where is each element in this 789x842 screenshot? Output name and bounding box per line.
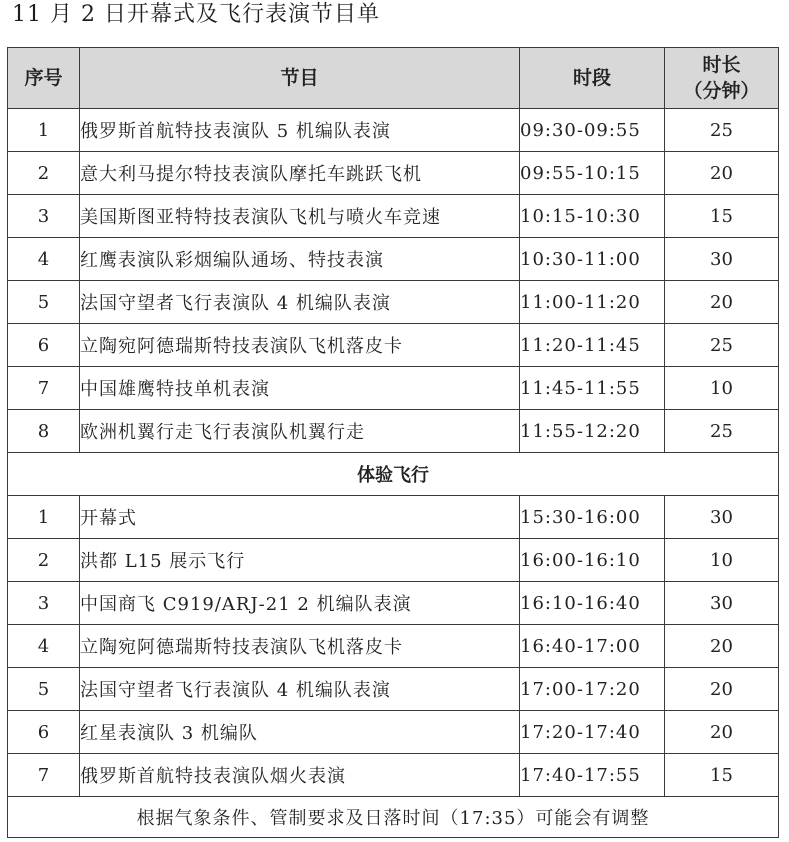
row-number: 7 bbox=[8, 754, 80, 797]
row-program: 意大利马提尔特技表演队摩托车跳跃飞机 bbox=[80, 152, 520, 195]
row-duration: 15 bbox=[665, 754, 779, 797]
header-program: 节目 bbox=[80, 48, 520, 109]
morning-schedule bbox=[8, 109, 779, 453]
header-row bbox=[8, 48, 779, 109]
afternoon-schedule bbox=[8, 496, 779, 797]
row-time-slot: 16:40-17:00 bbox=[520, 625, 665, 668]
row-number: 8 bbox=[8, 410, 80, 453]
header-duration-line1: 时长 bbox=[702, 54, 741, 76]
row-duration: 30 bbox=[665, 238, 779, 281]
table-row bbox=[8, 367, 779, 410]
table-row bbox=[8, 754, 779, 797]
row-program: 欧洲机翼行走飞行表演队机翼行走 bbox=[80, 410, 520, 453]
row-number: 5 bbox=[8, 668, 80, 711]
section-title: 体验飞行 bbox=[8, 453, 779, 496]
table-row bbox=[8, 496, 779, 539]
footnote-section bbox=[8, 797, 779, 838]
row-program: 中国商飞 C919/ARJ-21 2 机编队表演 bbox=[80, 582, 520, 625]
table-row bbox=[8, 582, 779, 625]
schedule-table bbox=[7, 47, 779, 838]
footnote-row bbox=[8, 797, 779, 838]
header-duration-line2: （分钟） bbox=[683, 80, 760, 102]
row-program: 红星表演队 3 机编队 bbox=[80, 711, 520, 754]
row-program: 立陶宛阿德瑞斯特技表演队飞机落皮卡 bbox=[80, 625, 520, 668]
row-number: 4 bbox=[8, 238, 80, 281]
row-duration: 30 bbox=[665, 582, 779, 625]
table-row bbox=[8, 711, 779, 754]
row-duration: 20 bbox=[665, 152, 779, 195]
header-duration bbox=[665, 48, 779, 109]
table-row bbox=[8, 668, 779, 711]
row-number: 3 bbox=[8, 195, 80, 238]
row-program: 俄罗斯首航特技表演队烟火表演 bbox=[80, 754, 520, 797]
row-time-slot: 10:30-11:00 bbox=[520, 238, 665, 281]
row-time-slot: 11:20-11:45 bbox=[520, 324, 665, 367]
row-program: 俄罗斯首航特技表演队 5 机编队表演 bbox=[80, 109, 520, 152]
footnote: 根据气象条件、管制要求及日落时间（17:35）可能会有调整 bbox=[8, 797, 779, 838]
table-row bbox=[8, 281, 779, 324]
row-time-slot: 09:55-10:15 bbox=[520, 152, 665, 195]
row-time-slot: 11:00-11:20 bbox=[520, 281, 665, 324]
row-number: 3 bbox=[8, 582, 80, 625]
row-time-slot: 09:30-09:55 bbox=[520, 109, 665, 152]
row-program: 红鹰表演队彩烟编队通场、特技表演 bbox=[80, 238, 520, 281]
row-time-slot: 17:20-17:40 bbox=[520, 711, 665, 754]
row-program: 法国守望者飞行表演队 4 机编队表演 bbox=[80, 668, 520, 711]
row-program: 开幕式 bbox=[80, 496, 520, 539]
header-time-slot: 时段 bbox=[520, 48, 665, 109]
table-row bbox=[8, 109, 779, 152]
row-duration: 25 bbox=[665, 324, 779, 367]
row-time-slot: 17:40-17:55 bbox=[520, 754, 665, 797]
row-number: 1 bbox=[8, 496, 80, 539]
row-program: 美国斯图亚特特技表演队飞机与喷火车竞速 bbox=[80, 195, 520, 238]
row-number: 2 bbox=[8, 539, 80, 582]
row-number: 4 bbox=[8, 625, 80, 668]
row-number: 6 bbox=[8, 711, 80, 754]
row-duration: 20 bbox=[665, 281, 779, 324]
row-duration: 10 bbox=[665, 539, 779, 582]
table-row bbox=[8, 410, 779, 453]
row-duration: 15 bbox=[665, 195, 779, 238]
row-duration: 10 bbox=[665, 367, 779, 410]
row-program: 立陶宛阿德瑞斯特技表演队飞机落皮卡 bbox=[80, 324, 520, 367]
row-duration: 20 bbox=[665, 711, 779, 754]
row-program: 中国雄鹰特技单机表演 bbox=[80, 367, 520, 410]
row-number: 2 bbox=[8, 152, 80, 195]
row-number: 6 bbox=[8, 324, 80, 367]
row-duration: 20 bbox=[665, 625, 779, 668]
row-number: 1 bbox=[8, 109, 80, 152]
row-time-slot: 10:15-10:30 bbox=[520, 195, 665, 238]
row-time-slot: 17:00-17:20 bbox=[520, 668, 665, 711]
section-divider bbox=[8, 453, 779, 496]
row-number: 7 bbox=[8, 367, 80, 410]
row-duration: 25 bbox=[665, 109, 779, 152]
document-title: 11 月 2 日开幕式及飞行表演节目单 bbox=[12, 2, 380, 27]
row-time-slot: 16:00-16:10 bbox=[520, 539, 665, 582]
row-program: 法国守望者飞行表演队 4 机编队表演 bbox=[80, 281, 520, 324]
header-number: 序号 bbox=[8, 48, 80, 109]
row-program: 洪都 L15 展示飞行 bbox=[80, 539, 520, 582]
row-duration: 25 bbox=[665, 410, 779, 453]
section-row bbox=[8, 453, 779, 496]
row-time-slot: 15:30-16:00 bbox=[520, 496, 665, 539]
row-duration: 20 bbox=[665, 668, 779, 711]
table-row bbox=[8, 238, 779, 281]
row-time-slot: 11:45-11:55 bbox=[520, 367, 665, 410]
table-row bbox=[8, 539, 779, 582]
table-row bbox=[8, 152, 779, 195]
row-time-slot: 11:55-12:20 bbox=[520, 410, 665, 453]
table-row bbox=[8, 324, 779, 367]
table-row bbox=[8, 195, 779, 238]
row-number: 5 bbox=[8, 281, 80, 324]
row-duration: 30 bbox=[665, 496, 779, 539]
table-row bbox=[8, 625, 779, 668]
row-time-slot: 16:10-16:40 bbox=[520, 582, 665, 625]
